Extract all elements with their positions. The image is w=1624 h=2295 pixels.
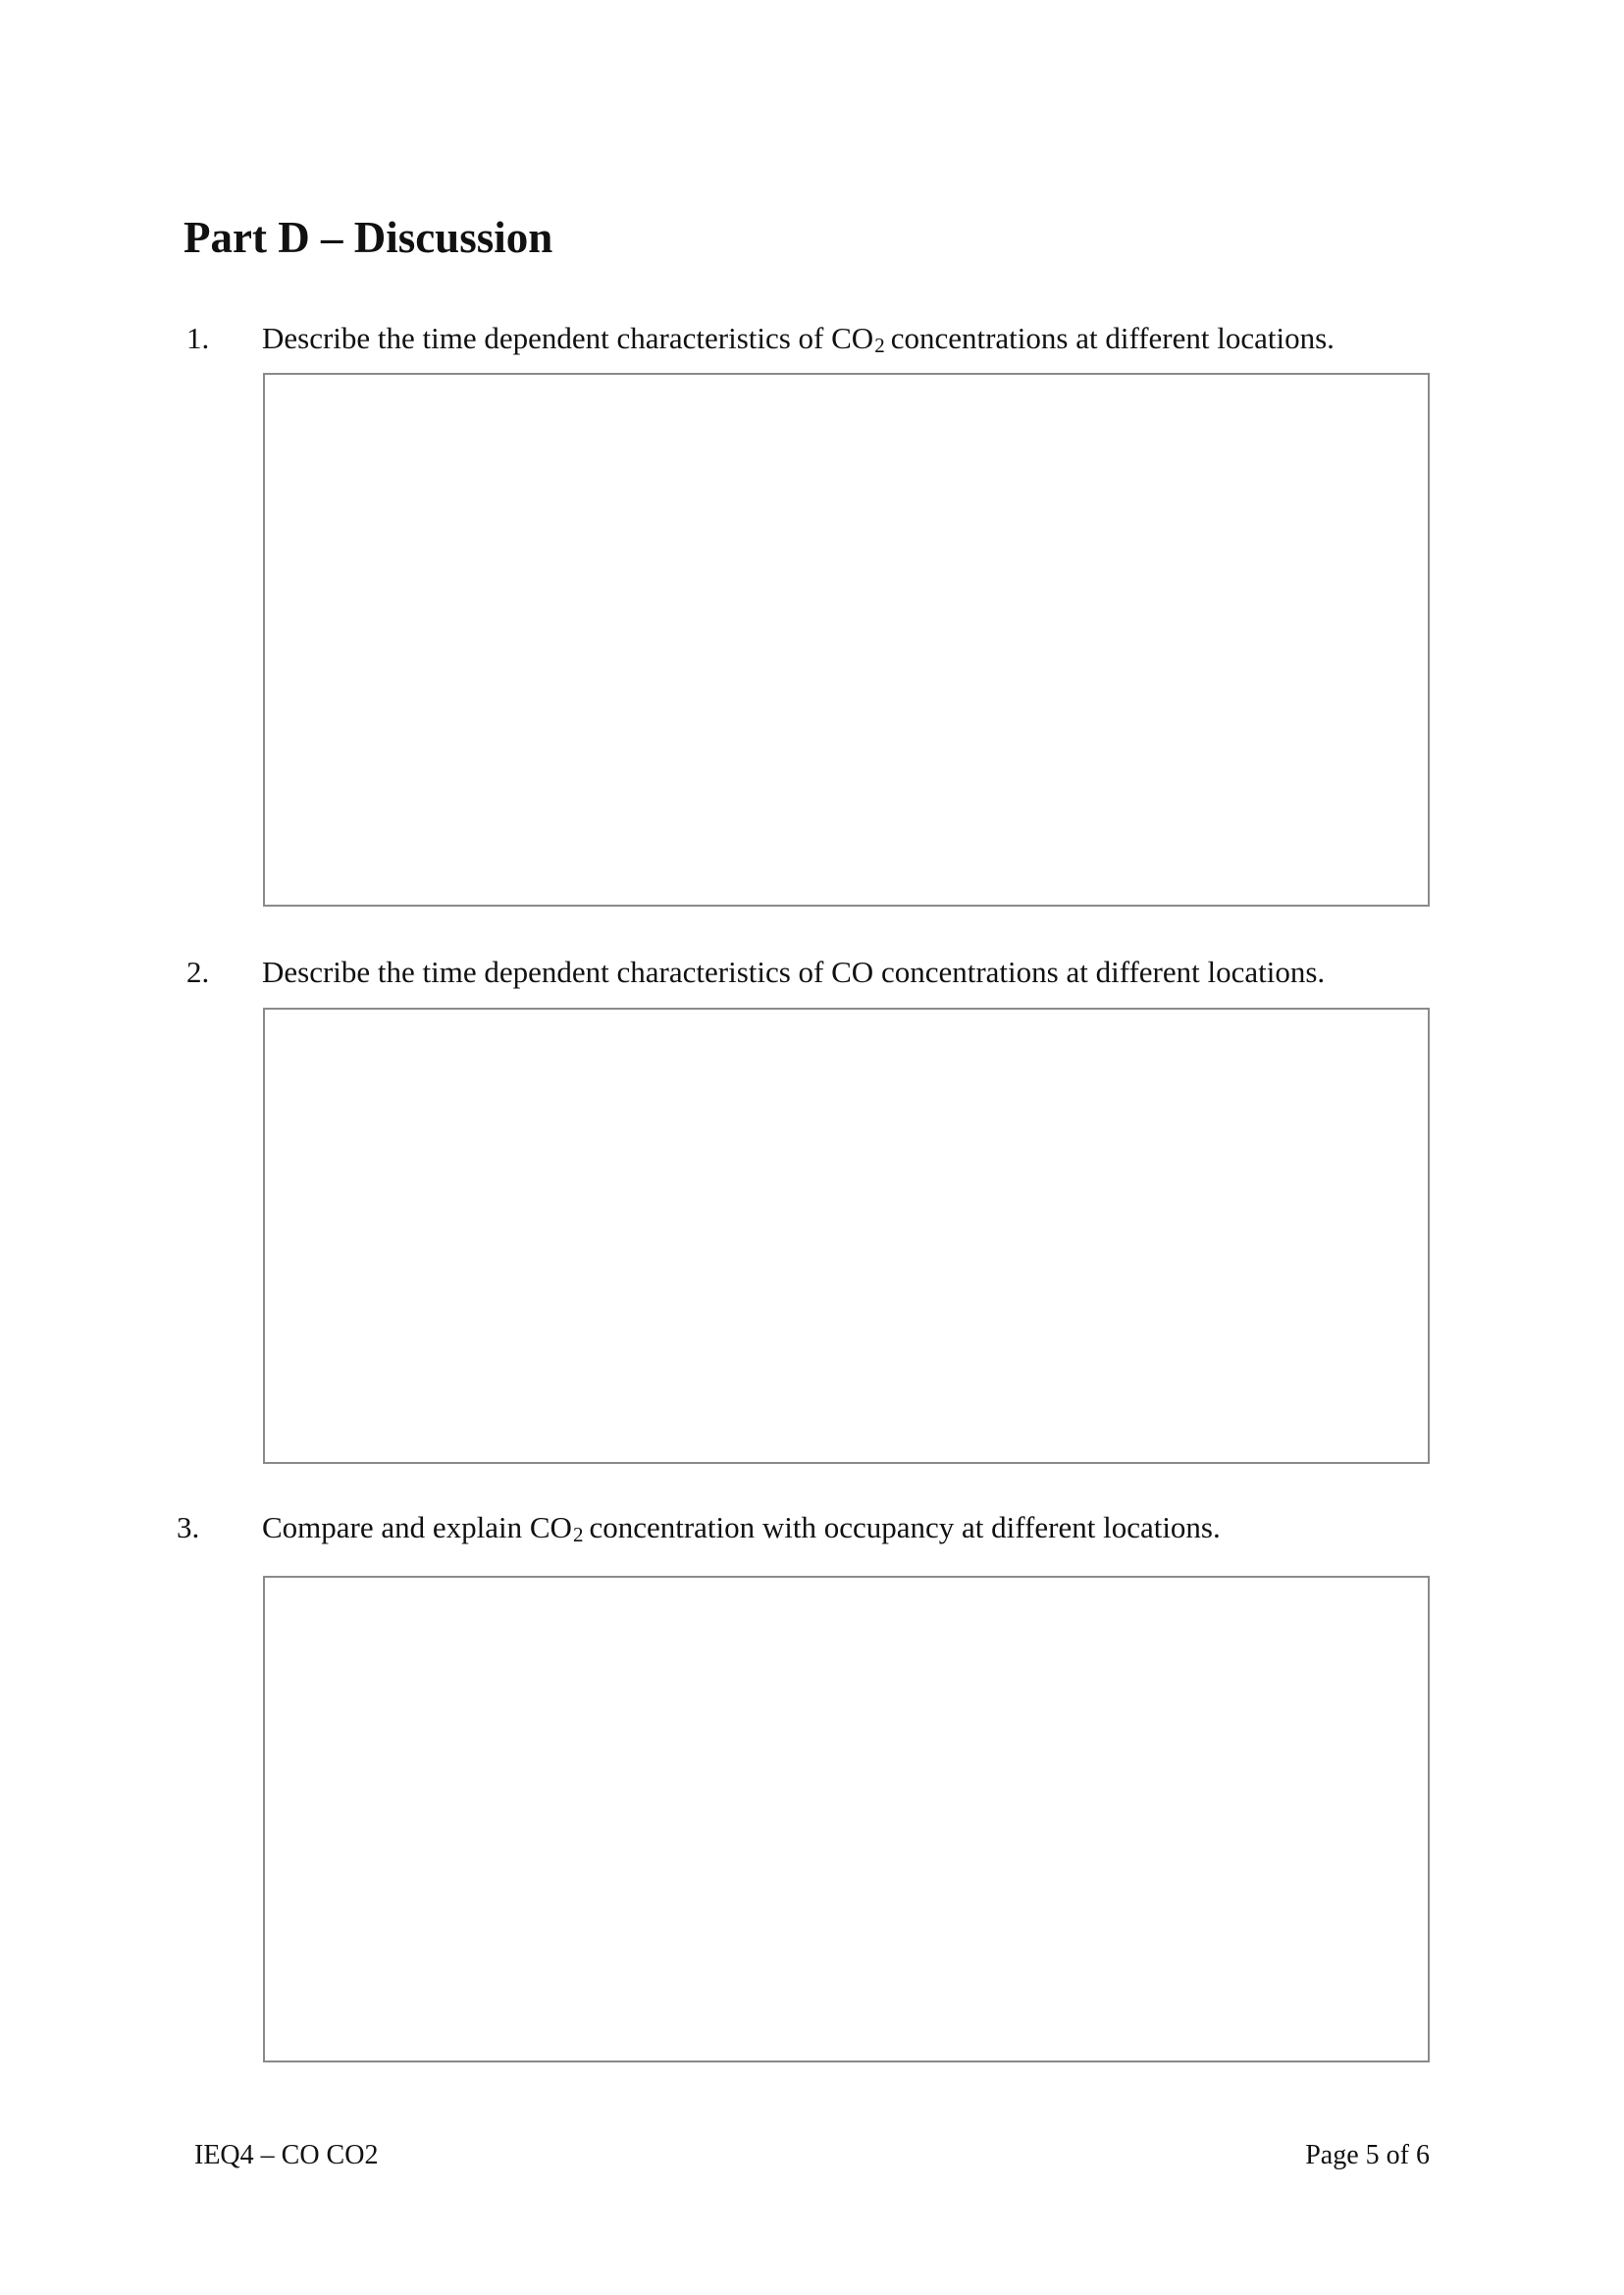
footer-page-number: Page 5 of 6	[1305, 2140, 1430, 2170]
question-3-subscript: 2	[572, 1523, 584, 1546]
answer-box-3[interactable]	[263, 1576, 1430, 2062]
answer-box-1[interactable]	[263, 373, 1430, 907]
question-3-text-after: concentration with occupancy at different locations.	[589, 1510, 1221, 1544]
answer-box-2[interactable]	[263, 1008, 1430, 1464]
question-3-number: 3.	[177, 1510, 200, 1544]
question-3-text-before: Compare and explain CO	[262, 1510, 572, 1544]
question-3-text	[262, 1510, 1221, 1546]
page-title: Part D – Discussion	[183, 213, 553, 262]
question-1-number: 1.	[186, 321, 210, 355]
question-2-number: 2.	[186, 955, 210, 989]
question-1-subscript: 2	[874, 334, 885, 357]
question-2-text: Describe the time dependent characteristics of CO concentrations at different locations.	[262, 955, 1326, 989]
question-1-text-after: concentrations at different locations.	[890, 321, 1335, 355]
question-1-text-before: Describe the time dependent characteristics of CO	[262, 321, 874, 355]
question-1-text	[262, 321, 1335, 357]
footer-document-code: IEQ4 – CO CO2	[194, 2140, 379, 2170]
